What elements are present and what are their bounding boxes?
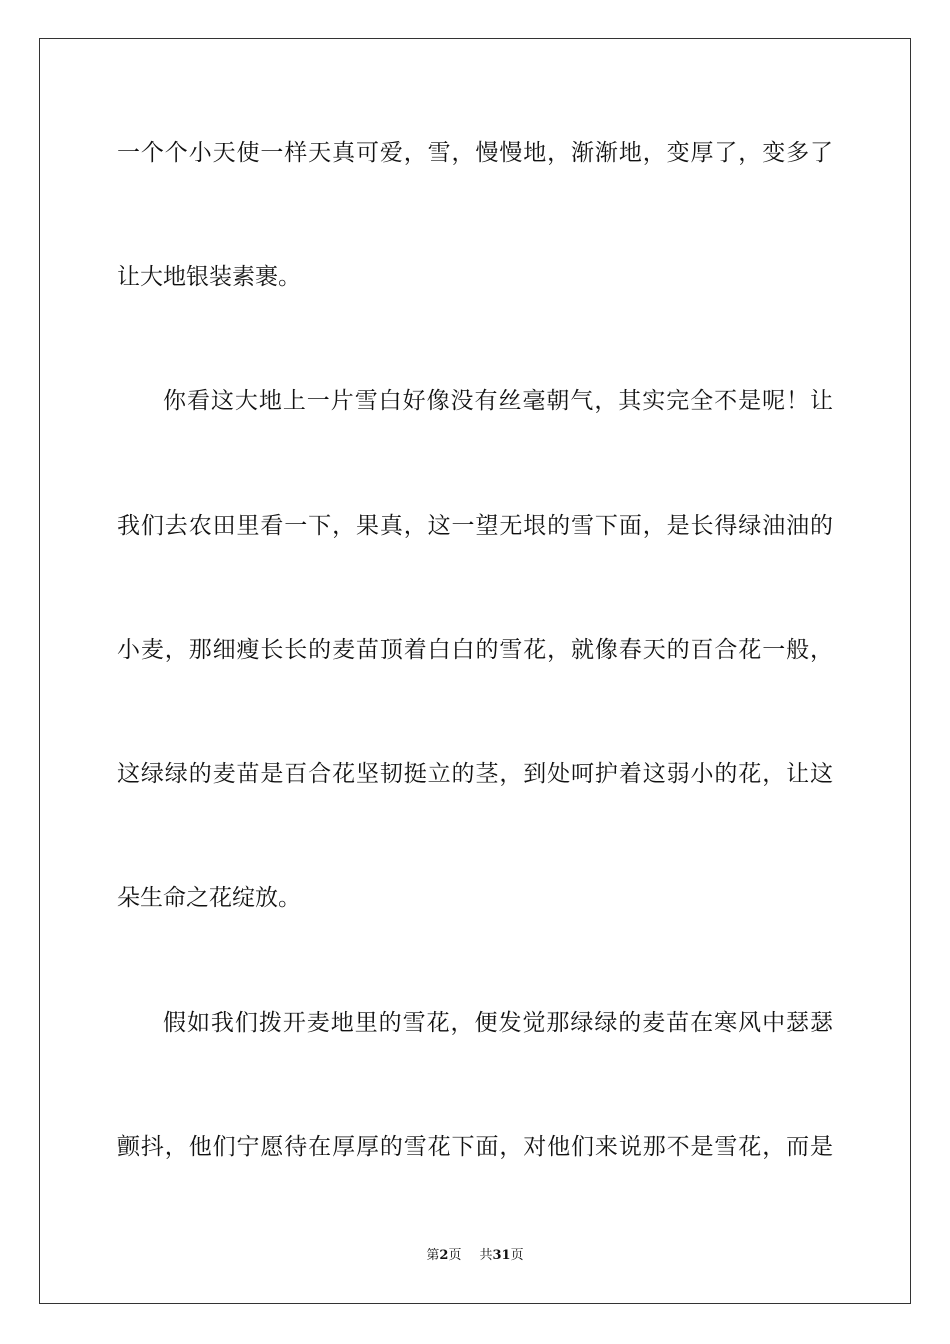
text-line-1: 一个个小天使一样天真可爱，雪，慢慢地，渐渐地，变厚了，变多了 [117,140,833,166]
text-line-3: 你看这大地上一片雪白好像没有丝毫朝气，其实完全不是呢！让 [163,388,833,414]
text-line-2: 让大地银装素裹。 [117,264,301,290]
text-line-4: 我们去农田里看一下，果真，这一望无垠的雪下面，是长得绿油油的 [117,513,833,539]
text-line-9: 颤抖，他们宁愿待在厚厚的雪花下面，对他们来说那不是雪花，而是 [117,1134,833,1160]
text-line-6: 这绿绿的麦苗是百合花坚韧挺立的茎，到处呵护着这弱小的花，让这 [117,761,833,787]
total-suffix: 页 [510,1248,524,1263]
text-line-7: 朵生命之花绽放。 [117,885,301,911]
page-number: 2 [439,1248,449,1263]
page-footer [0,1247,950,1265]
total-pages: 31 [492,1248,511,1263]
text-line-8: 假如我们拨开麦地里的雪花，便发觉那绿绿的麦苗在寒风中瑟瑟 [163,1010,833,1036]
total-prefix: 共 [479,1248,493,1263]
page-suffix: 页 [448,1248,462,1263]
text-line-5: 小麦，那细瘦长长的麦苗顶着白白的雪花，就像春天的百合花一般， [117,637,833,663]
page-border [39,38,911,1304]
page-prefix: 第 [426,1248,440,1263]
